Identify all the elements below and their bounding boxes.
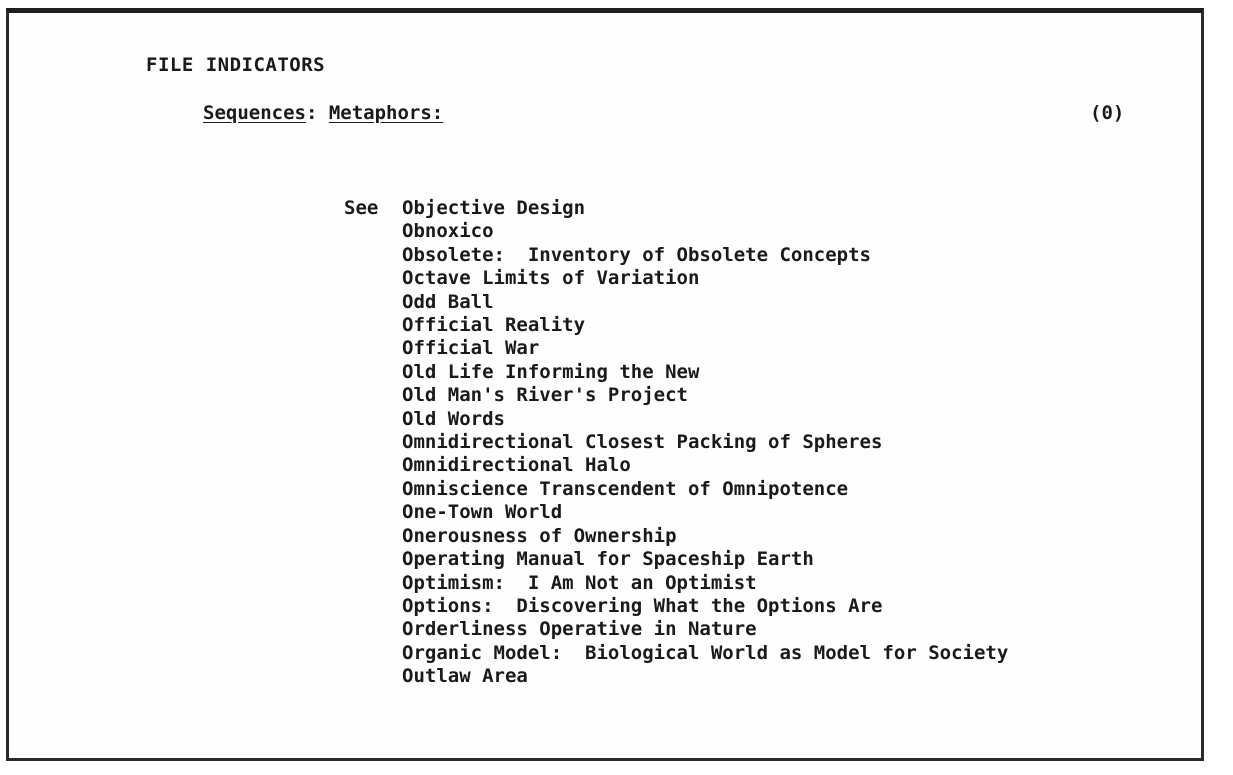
list-item: One-Town World [402, 501, 563, 524]
list-item: Obsolete: Inventory of Obsolete Concepts [402, 243, 871, 266]
list-item: Old Words [402, 407, 505, 430]
list-item: Operating Manual for Spaceship Earth [402, 548, 814, 571]
list-item: Outlaw Area [402, 665, 528, 688]
list-item: Official Reality [402, 314, 586, 337]
subheading [203, 102, 443, 124]
list-item: Objective Design [402, 197, 586, 219]
list-item: Official War [402, 337, 540, 360]
list-item: Old Man's River's Project [402, 384, 688, 407]
list-item: Onerousness of Ownership [402, 524, 677, 547]
list-item: Old Life Informing the New [402, 360, 700, 383]
list-item: Odd Ball [402, 290, 494, 313]
see-label: See [344, 197, 379, 219]
list-item: Omnidirectional Halo [402, 454, 631, 477]
entry-list [402, 197, 1008, 689]
list-item: Options: Discovering What the Options Are [402, 594, 883, 617]
page-title: FILE INDICATORS [146, 54, 326, 76]
list-item: Omnidirectional Closest Packing of Spheres [402, 431, 883, 454]
list-item: Omniscience Transcendent of Omnipotence [402, 477, 849, 500]
entry-count: (0) [1090, 102, 1125, 124]
list-item: Optimism: I Am Not an Optimist [402, 571, 757, 594]
sequences-label: Sequences [203, 102, 306, 124]
list-item: Octave Limits of Variation [402, 267, 700, 290]
metaphors-label: Metaphors: [328, 102, 444, 124]
list-item: Organic Model: Biological World as Model for Society [402, 641, 1009, 664]
list-item: Obnoxico [402, 220, 494, 243]
sequences-colon: : [305, 102, 318, 124]
list-item: Orderliness Operative in Nature [402, 618, 757, 641]
